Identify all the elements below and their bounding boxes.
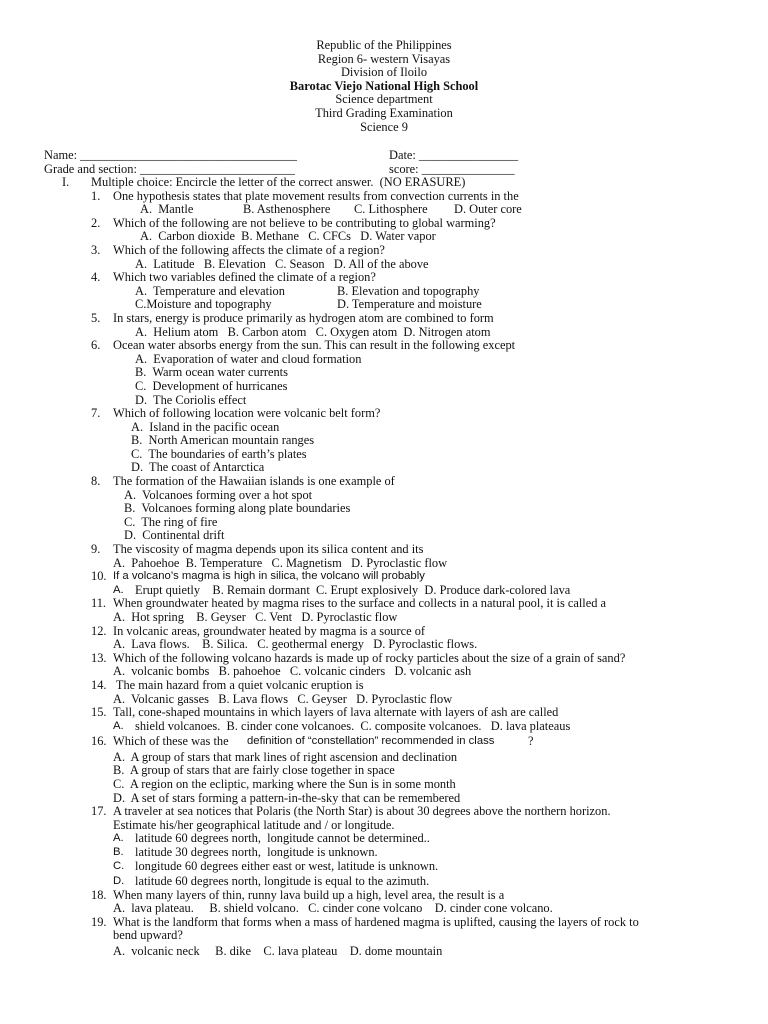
option-c[interactable]: C. A region on the ecliptic, marking where the Sun is in some month bbox=[113, 776, 456, 791]
question-text-definition: definition of “constellation” recommended in class bbox=[247, 735, 495, 748]
option-b[interactable]: B. Elevation and topography bbox=[337, 283, 480, 298]
option-c[interactable]: C. The ring of fire bbox=[124, 514, 218, 529]
option-d[interactable]: D. Continental drift bbox=[124, 528, 225, 543]
question-2 bbox=[0, 217, 768, 231]
header-division: Division of Iloilo bbox=[340, 65, 428, 80]
question-text: The formation of the Hawaiian islands is one example of bbox=[113, 474, 395, 489]
header-school: Barotac Viejo National High School bbox=[289, 78, 479, 93]
question-text: Which of the following affects the climate of a region? bbox=[113, 242, 385, 257]
question-text: One hypothesis states that plate movement results from convection currents in the bbox=[113, 188, 519, 203]
option-a[interactable]: A. A group of stars that mark lines of right ascension and declination bbox=[113, 749, 458, 764]
option-a[interactable]: A. Mantle bbox=[140, 202, 194, 217]
question-15 bbox=[0, 706, 768, 720]
question-text: Ocean water absorbs energy from the sun. This can result in the following except bbox=[113, 338, 516, 353]
option-a[interactable]: A. Island in the pacific ocean bbox=[131, 419, 280, 434]
option-d[interactable]: D. Temperature and moisture bbox=[337, 297, 482, 312]
grade-section-field[interactable]: Grade and section: _________________________ bbox=[44, 161, 295, 176]
options-line[interactable]: A. volcanic bombs B. pahoehoe C. volcanic cinders D. volcanic ash bbox=[113, 664, 472, 679]
question-text: Which two variables defined the climate of a region? bbox=[113, 270, 376, 285]
question-number: 11. bbox=[91, 596, 107, 611]
section-roman: I. bbox=[62, 175, 70, 189]
header-republic: Republic of the Philippines bbox=[316, 38, 452, 52]
option-b[interactable]: B. North American mountain ranges bbox=[131, 433, 315, 448]
question-4 bbox=[0, 271, 768, 285]
name-field[interactable]: Name: ___________________________________ bbox=[44, 148, 297, 162]
header-region: Region 6- western Visayas bbox=[317, 51, 451, 66]
question-number: 3. bbox=[91, 242, 101, 257]
score-field[interactable]: score: _______________ bbox=[389, 161, 515, 176]
options-line[interactable]: Erupt quietly B. Remain dormant C. Erupt explosively D. Produce dark-colored lava bbox=[135, 582, 571, 597]
question-text: The viscosity of magma depends upon its silica content and its bbox=[113, 542, 424, 557]
question-3 bbox=[0, 244, 768, 258]
question-9 bbox=[0, 543, 768, 557]
question-text: Which of the following are not believe to be contributing to global warming? bbox=[113, 215, 496, 230]
question-number: 18. bbox=[91, 887, 107, 902]
question-8 bbox=[0, 475, 768, 489]
option-c[interactable]: C. Lithosphere bbox=[354, 202, 428, 217]
question-text: A traveler at sea notices that Polaris (the North Star) is about 30 degrees above the northern horizon. bbox=[113, 804, 611, 819]
option-a[interactable]: A. Evaporation of water and cloud formation bbox=[135, 351, 362, 366]
option-letter-d[interactable]: D. bbox=[113, 875, 125, 887]
question-text: Which of following location were volcanic belt form? bbox=[113, 406, 381, 421]
options-line[interactable]: A. Lava flows. B. Silica. C. geothermal energy D. Pyroclastic flows. bbox=[113, 637, 478, 652]
option-d[interactable]: D. A set of stars forming a pattern-in-the-sky that can be remembered bbox=[113, 790, 461, 805]
option-c[interactable]: C. The boundaries of earth’s plates bbox=[131, 446, 307, 461]
option-a[interactable]: latitude 60 degrees north, longitude cannot be determined.. bbox=[135, 831, 430, 846]
question-text: What is the landform that forms when a mass of hardened magma is uplifted, causing the layers of rock to bbox=[113, 914, 639, 929]
question-5 bbox=[0, 312, 768, 326]
question-6 bbox=[0, 339, 768, 353]
options-line[interactable]: A. Hot spring B. Geyser C. Vent D. Pyroclastic flow bbox=[113, 610, 398, 624]
option-letter[interactable]: A. bbox=[113, 583, 124, 596]
question-number: 15. bbox=[91, 705, 107, 720]
question-11 bbox=[0, 597, 768, 611]
question-1-options bbox=[0, 203, 768, 217]
question-mark: ? bbox=[528, 734, 534, 749]
question-1 bbox=[0, 190, 768, 204]
question-14 bbox=[0, 679, 768, 693]
question-text: Tall, cone-shaped mountains in which layers of lava alternate with layers of ash are called bbox=[113, 705, 559, 720]
options-line[interactable]: A. volcanic neck B. dike C. lava plateau D. dome mountain bbox=[113, 943, 443, 958]
question-2-options bbox=[0, 230, 768, 244]
question-number: 8. bbox=[91, 474, 101, 489]
option-d[interactable]: D. Outer core bbox=[454, 202, 522, 217]
options-line[interactable]: A. Carbon dioxide B. Methane C. CFCs D. Water vapor bbox=[140, 229, 436, 244]
question-number: 12. bbox=[91, 623, 107, 638]
question-17 bbox=[0, 805, 768, 819]
question-16 bbox=[0, 735, 768, 751]
options-line[interactable]: A. Helium atom B. Carbon atom C. Oxygen atom D. Nitrogen atom bbox=[135, 324, 491, 339]
header-subject: Science 9 bbox=[360, 119, 408, 134]
header-department: Science department bbox=[335, 92, 433, 107]
question-text: When groundwater heated by magma rises to the surface and collects in a natural pool, it is called a bbox=[113, 596, 607, 611]
options-line[interactable]: A. Pahoehoe B. Temperature C. Magnetism D. Pyroclastic flow bbox=[113, 555, 448, 570]
question-text: In stars, energy is produce primarily as hydrogen atom are combined to form bbox=[113, 310, 494, 325]
question-text-cont: bend upward? bbox=[113, 928, 183, 943]
question-12 bbox=[0, 625, 768, 639]
question-number: 17. bbox=[91, 804, 107, 819]
question-10 bbox=[0, 570, 768, 584]
question-number: 14. bbox=[91, 677, 107, 692]
question-text: When many layers of thin, runny lava build up a high, level area, the result is a bbox=[113, 887, 505, 902]
question-18 bbox=[0, 889, 768, 903]
question-number: 9. bbox=[91, 542, 101, 557]
exam-header bbox=[0, 39, 768, 134]
question-5-options bbox=[0, 326, 768, 340]
question-number: 2. bbox=[91, 215, 101, 230]
question-number: 10. bbox=[91, 569, 107, 584]
question-4-options-cd bbox=[0, 298, 768, 312]
option-a[interactable]: A. Temperature and elevation bbox=[135, 283, 285, 298]
question-7 bbox=[0, 407, 768, 421]
option-d[interactable]: latitude 60 degrees north, longitude is equal to the azimuth. bbox=[135, 874, 430, 888]
question-text: Which of these was the bbox=[113, 734, 229, 749]
option-d[interactable]: D. The Coriolis effect bbox=[135, 392, 247, 407]
student-fields bbox=[44, 149, 744, 176]
option-c[interactable]: C.Moisture and topography bbox=[135, 297, 272, 312]
option-b[interactable]: B. Warm ocean water currents bbox=[135, 365, 288, 380]
exam-body bbox=[0, 176, 768, 958]
option-d[interactable]: D. The coast of Antarctica bbox=[131, 460, 265, 475]
section-heading bbox=[0, 176, 768, 190]
question-number: 13. bbox=[91, 650, 107, 665]
question-number: 5. bbox=[91, 310, 101, 325]
question-text: The main hazard from a quiet volcanic eruption is bbox=[113, 677, 364, 692]
question-text-cont: Estimate his/her geographical latitude and / or longitude. bbox=[113, 817, 395, 832]
question-number: 4. bbox=[91, 270, 101, 285]
option-b[interactable]: B. Asthenosphere bbox=[243, 202, 331, 217]
date-field[interactable]: Date: ________________ bbox=[389, 148, 519, 162]
option-letter[interactable]: A. bbox=[113, 719, 124, 732]
question-number: 19. bbox=[91, 914, 107, 929]
option-b[interactable]: latitude 30 degrees north, longitude is unknown. bbox=[135, 844, 378, 859]
section-instruction: Multiple choice: Encircle the letter of the correct answer. (NO ERASURE) bbox=[91, 175, 466, 189]
options-line[interactable]: shield volcanoes. B. cinder cone volcanoes. C. composite volcanoes. D. lava plateaus bbox=[135, 718, 571, 733]
option-a[interactable]: A. Volcanoes forming over a hot spot bbox=[124, 487, 313, 502]
header-exam-title: Third Grading Examination bbox=[315, 105, 453, 120]
options-line[interactable]: A. lava plateau. B. shield volcano. C. cinder cone volcano D. cinder cone volcano. bbox=[113, 901, 553, 916]
question-19 bbox=[0, 916, 768, 930]
option-letter-c[interactable]: C. bbox=[113, 859, 125, 872]
question-4-options-ab bbox=[0, 285, 768, 299]
question-number: 16. bbox=[91, 734, 107, 749]
option-b[interactable]: B. A group of stars that are fairly close together in space bbox=[113, 763, 395, 778]
question-text: If a volcano’s magma is high in silica, the volcano will probably bbox=[113, 570, 425, 583]
question-number: 6. bbox=[91, 338, 101, 353]
option-c[interactable]: longitude 60 degrees either east or west, latitude is unknown. bbox=[135, 858, 439, 873]
option-b[interactable]: B. Volcanoes forming along plate boundaries bbox=[124, 501, 351, 516]
question-number: 1. bbox=[91, 188, 101, 203]
question-number: 7. bbox=[91, 406, 101, 421]
option-letter-b[interactable]: B. bbox=[113, 845, 124, 858]
question-13 bbox=[0, 652, 768, 666]
question-text: In volcanic areas, groundwater heated by magma is a source of bbox=[113, 623, 426, 638]
option-letter-a[interactable]: A. bbox=[113, 832, 124, 845]
options-line[interactable]: A. Latitude B. Elevation C. Season D. All of the above bbox=[135, 256, 429, 271]
option-c[interactable]: C. Development of hurricanes bbox=[135, 378, 288, 393]
question-text: Which of the following volcano hazards is made up of rocky particles about the size of a grain of sand? bbox=[113, 650, 626, 665]
options-line[interactable]: A. Volcanic gasses B. Lava flows C. Geyser D. Pyroclastic flow bbox=[113, 691, 453, 706]
question-3-options bbox=[0, 258, 768, 272]
